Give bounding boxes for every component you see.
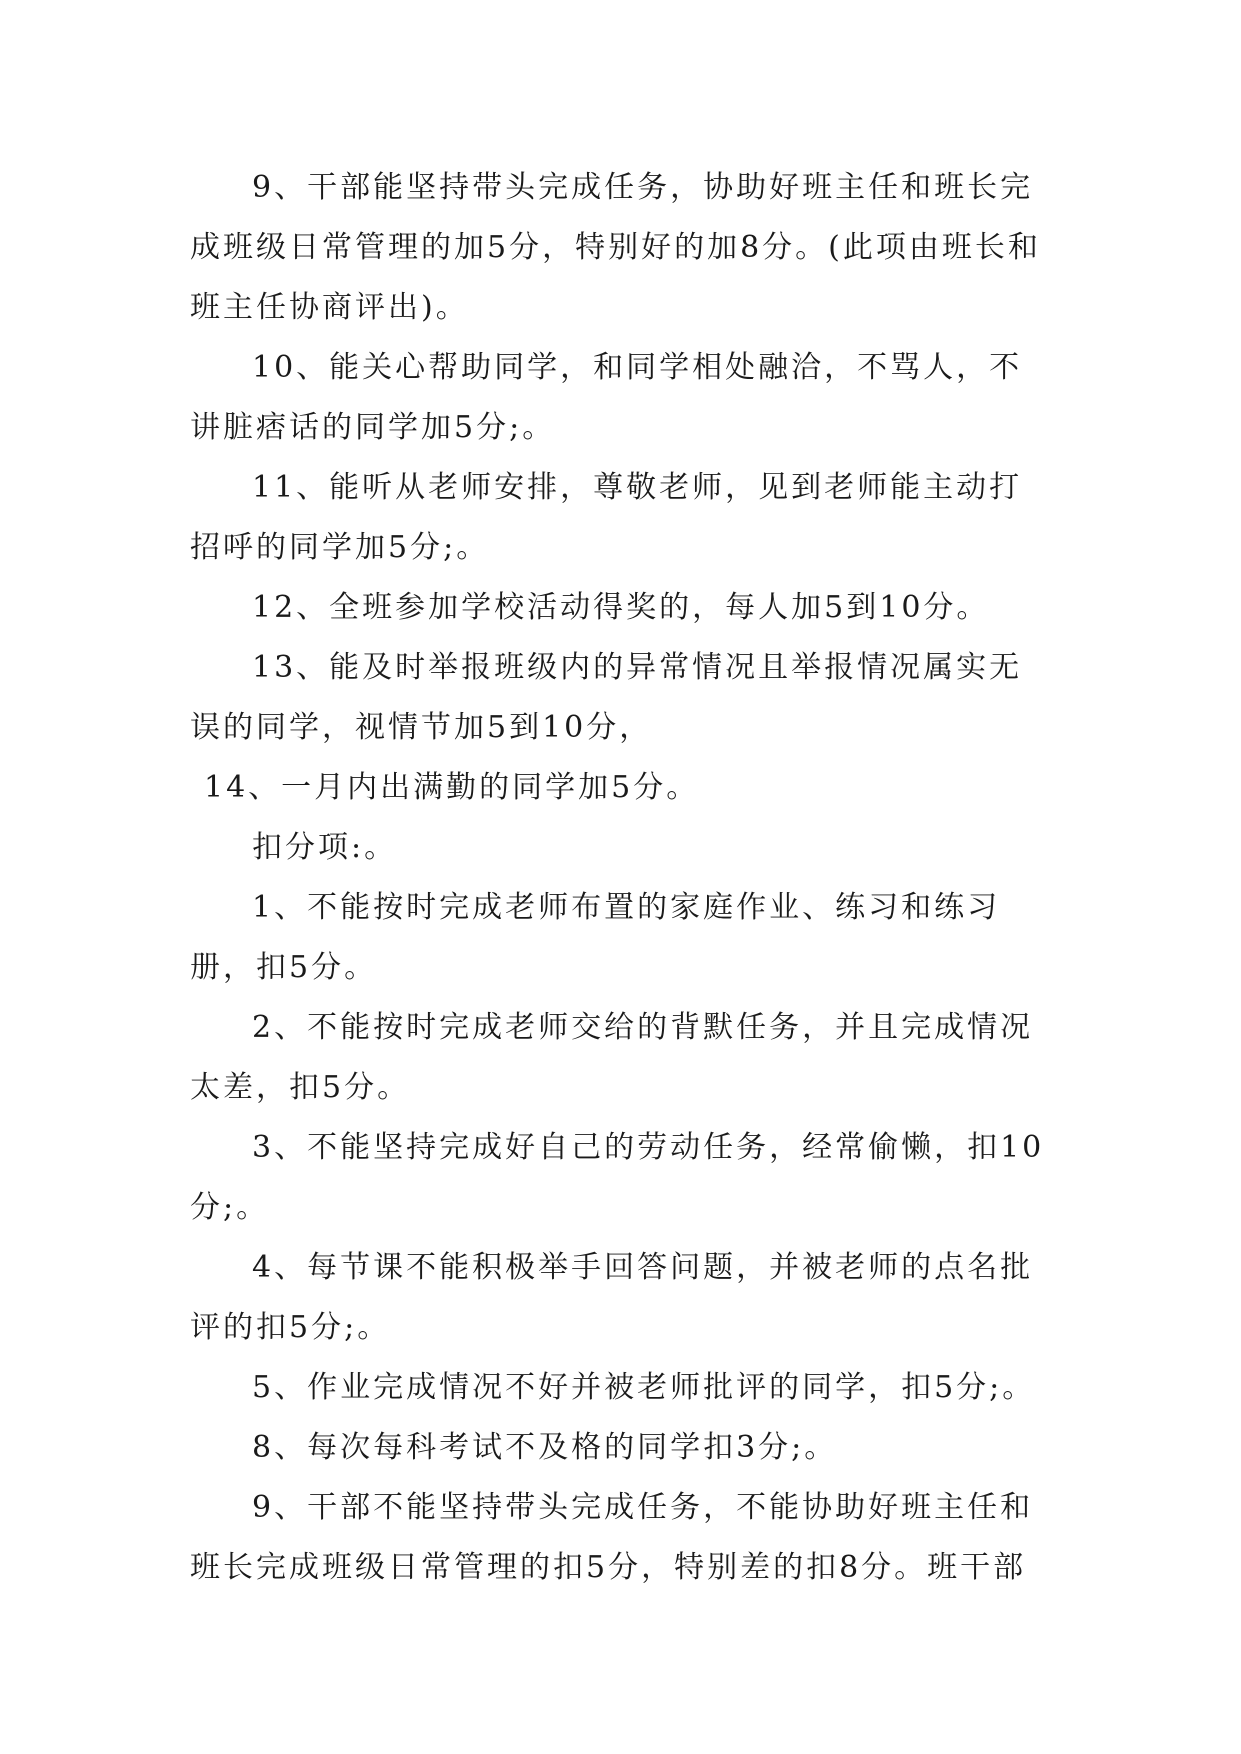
- paragraph-class-participation: 4、每节课不能积极举手回答问题，并被老师的点名批评的扣5分;。: [190, 1250, 1034, 1345]
- paragraph-homework: 1、不能按时完成老师布置的家庭作业、练习和练习册，扣5分。: [190, 890, 1001, 985]
- paragraph-helping-classmates: 10、能关心帮助同学，和同学相处融洽，不骂人，不讲脏痞话的同学加5分;。: [190, 350, 1023, 445]
- paragraph-cadre-bonus: 9、干部能坚持带头完成任务，协助好班主任和班长完成班级日常管理的加5分，特别好的加8分。(此项由班长和班主任协商评出)。: [190, 170, 1041, 325]
- paragraph-homework-quality: 5、作业完成情况不好并被老师批评的同学，扣5分;。: [252, 1370, 1036, 1405]
- paragraph-recitation: 2、不能按时完成老师交给的背默任务，并且完成情况太差，扣5分。: [190, 1010, 1034, 1105]
- paragraph-respect-teachers: 11、能听从老师安排，尊敬老师，见到老师能主动打招呼的同学加5分;。: [190, 470, 1023, 565]
- paragraph-full-attendance: 14、一月内出满勤的同学加5分。: [204, 770, 700, 805]
- paragraph-labor: 3、不能坚持完成好自己的劳动任务，经常偷懒，扣10分;。: [190, 1130, 1045, 1225]
- section-heading-deductions: 扣分项:。: [252, 830, 398, 865]
- document-body: [190, 158, 1052, 1598]
- paragraph-activity-awards: 12、全班参加学校活动得奖的，每人加5到10分。: [252, 590, 990, 625]
- paragraph-exam-failure: 8、每次每科考试不及格的同学扣3分;。: [252, 1430, 838, 1465]
- paragraph-reporting: 13、能及时举报班级内的异常情况且举报情况属实无误的同学，视情节加5到10分，: [190, 650, 1023, 745]
- paragraph-cadre-deduction: 9、干部不能坚持带头完成任务，不能协助好班主任和班长完成班级日常管理的扣5分，特别差的扣8分。班干部: [190, 1490, 1034, 1585]
